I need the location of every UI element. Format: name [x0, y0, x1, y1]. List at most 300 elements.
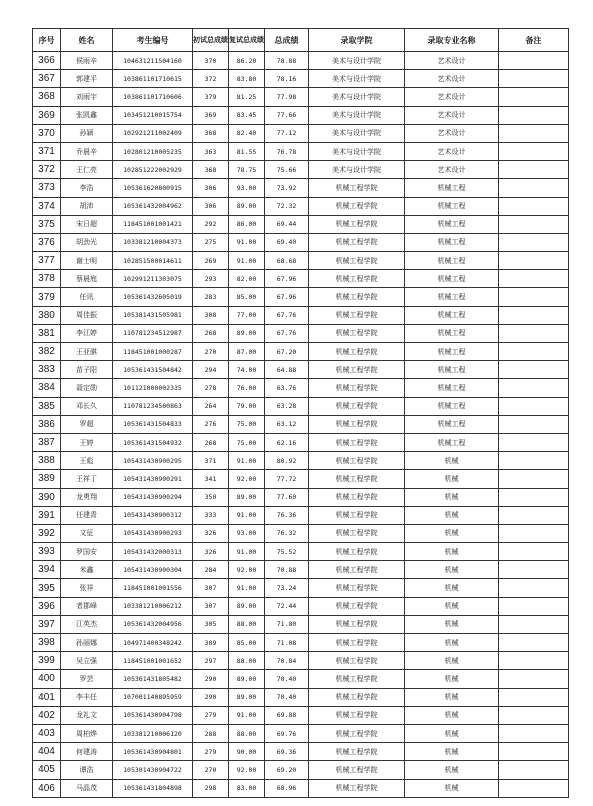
cell-college: 机械工程学院	[309, 597, 405, 615]
cell-initial-score: 307	[193, 579, 229, 597]
cell-remark	[499, 361, 569, 379]
cell-college: 机械工程学院	[309, 252, 405, 270]
cell-seq: 403	[33, 724, 61, 742]
cell-remark	[499, 343, 569, 361]
cell-exam-id: 105431430900312	[113, 506, 193, 524]
cell-seq: 400	[33, 670, 61, 688]
cell-name: 胡沛	[61, 197, 113, 215]
table-row	[33, 379, 569, 397]
cell-total-score: 73.92	[265, 179, 309, 197]
cell-exam-id: 118451001001556	[113, 579, 193, 597]
cell-exam-id: 110781234512987	[113, 324, 193, 342]
cell-initial-score: 326	[193, 543, 229, 561]
cell-name: 王彪	[61, 452, 113, 470]
cell-college: 机械工程学院	[309, 470, 405, 488]
header-seq: 序号	[33, 29, 61, 52]
cell-college: 机械工程学院	[309, 343, 405, 361]
cell-remark	[499, 652, 569, 670]
cell-name: 王仁亮	[61, 161, 113, 179]
cell-name: 李江婷	[61, 324, 113, 342]
cell-name: 孙丽娜	[61, 634, 113, 652]
cell-college: 机械工程学院	[309, 306, 405, 324]
cell-total-score: 67.96	[265, 288, 309, 306]
cell-seq: 404	[33, 743, 61, 761]
cell-initial-score: 269	[193, 252, 229, 270]
cell-seq: 392	[33, 524, 61, 542]
cell-seq: 370	[33, 124, 61, 142]
cell-name: 王亚骐	[61, 343, 113, 361]
cell-exam-id: 107001140895959	[113, 688, 193, 706]
table-row	[33, 506, 569, 524]
table-row	[33, 270, 569, 288]
cell-remark	[499, 215, 569, 233]
cell-initial-score: 297	[193, 652, 229, 670]
cell-college: 机械工程学院	[309, 779, 405, 797]
cell-seq: 406	[33, 779, 61, 797]
cell-initial-score: 264	[193, 397, 229, 415]
cell-name: 罗超	[61, 415, 113, 433]
cell-remark	[499, 743, 569, 761]
cell-remark	[499, 524, 569, 542]
cell-initial-score: 368	[193, 124, 229, 142]
table-row	[33, 670, 569, 688]
cell-college: 美术与设计学院	[309, 70, 405, 88]
cell-exam-id: 105361432605019	[113, 288, 193, 306]
cell-retest-score: 91.00	[229, 252, 265, 270]
cell-exam-id: 105361431504932	[113, 433, 193, 451]
cell-exam-id: 105431432000313	[113, 543, 193, 561]
table-row	[33, 361, 569, 379]
cell-exam-id: 103381210004373	[113, 233, 193, 251]
cell-seq: 369	[33, 106, 61, 124]
cell-name: 蔡晨庭	[61, 270, 113, 288]
cell-major: 机械工程	[405, 197, 499, 215]
table-row	[33, 543, 569, 561]
header-row	[33, 29, 569, 52]
cell-initial-score: 371	[193, 452, 229, 470]
cell-exam-id: 105361430904801	[113, 743, 193, 761]
cell-name: 张祥	[61, 579, 113, 597]
cell-name: 江英杰	[61, 615, 113, 633]
cell-college: 机械工程学院	[309, 288, 405, 306]
cell-remark	[499, 379, 569, 397]
cell-exam-id: 102801210005235	[113, 142, 193, 160]
cell-remark	[499, 397, 569, 415]
cell-total-score: 67.76	[265, 324, 309, 342]
cell-remark	[499, 706, 569, 724]
cell-retest-score: 82.40	[229, 124, 265, 142]
cell-total-score: 69.40	[265, 233, 309, 251]
cell-seq: 383	[33, 361, 61, 379]
cell-remark	[499, 779, 569, 797]
cell-remark	[499, 270, 569, 288]
table-row	[33, 52, 569, 70]
cell-retest-score: 81.55	[229, 142, 265, 160]
cell-major: 机械	[405, 652, 499, 670]
cell-college: 机械工程学院	[309, 543, 405, 561]
cell-exam-id: 103381210006120	[113, 724, 193, 742]
cell-total-score: 78.16	[265, 70, 309, 88]
cell-major: 机械	[405, 452, 499, 470]
cell-name: 龙礼文	[61, 706, 113, 724]
table-row	[33, 779, 569, 797]
table-row	[33, 706, 569, 724]
cell-seq: 381	[33, 324, 61, 342]
table-row	[33, 452, 569, 470]
cell-name: 任讯	[61, 288, 113, 306]
cell-initial-score: 275	[193, 233, 229, 251]
cell-major: 机械	[405, 579, 499, 597]
cell-initial-score: 268	[193, 433, 229, 451]
cell-remark	[499, 579, 569, 597]
cell-retest-score: 82.00	[229, 270, 265, 288]
cell-total-score: 76.32	[265, 524, 309, 542]
cell-retest-score: 78.75	[229, 161, 265, 179]
cell-remark	[499, 506, 569, 524]
cell-total-score: 63.76	[265, 379, 309, 397]
cell-initial-score: 279	[193, 706, 229, 724]
cell-college: 机械工程学院	[309, 561, 405, 579]
cell-college: 机械工程学院	[309, 634, 405, 652]
cell-college: 美术与设计学院	[309, 142, 405, 160]
table-row	[33, 579, 569, 597]
cell-major: 机械工程	[405, 233, 499, 251]
cell-seq: 389	[33, 470, 61, 488]
cell-exam-id: 103861101710615	[113, 70, 193, 88]
cell-retest-score: 88.00	[229, 652, 265, 670]
cell-total-score: 77.98	[265, 88, 309, 106]
cell-seq: 382	[33, 343, 61, 361]
cell-exam-id: 105431430900294	[113, 488, 193, 506]
table-row	[33, 524, 569, 542]
cell-major: 机械	[405, 506, 499, 524]
table-row	[33, 597, 569, 615]
table-row	[33, 488, 569, 506]
cell-seq: 390	[33, 488, 61, 506]
cell-exam-id: 105361431804898	[113, 779, 193, 797]
cell-initial-score: 276	[193, 415, 229, 433]
cell-total-score: 63.28	[265, 397, 309, 415]
cell-major: 机械	[405, 561, 499, 579]
cell-total-score: 62.16	[265, 433, 309, 451]
cell-total-score: 77.12	[265, 124, 309, 142]
cell-total-score: 75.66	[265, 161, 309, 179]
cell-name: 苗子阳	[61, 361, 113, 379]
cell-major: 机械	[405, 488, 499, 506]
cell-retest-score: 89.00	[229, 670, 265, 688]
cell-remark	[499, 488, 569, 506]
cell-name: 谭浩	[61, 761, 113, 779]
cell-initial-score: 290	[193, 670, 229, 688]
cell-retest-score: 92.00	[229, 761, 265, 779]
table-row	[33, 197, 569, 215]
cell-retest-score: 86.20	[229, 52, 265, 70]
cell-seq: 398	[33, 634, 61, 652]
cell-college: 美术与设计学院	[309, 106, 405, 124]
cell-seq: 366	[33, 52, 61, 70]
cell-total-score: 76.36	[265, 506, 309, 524]
cell-exam-id: 105301430904722	[113, 761, 193, 779]
cell-exam-id: 105361432004962	[113, 197, 193, 215]
cell-retest-score: 83.00	[229, 779, 265, 797]
cell-college: 机械工程学院	[309, 361, 405, 379]
cell-seq: 378	[33, 270, 61, 288]
cell-total-score: 76.78	[265, 142, 309, 160]
cell-seq: 374	[33, 197, 61, 215]
cell-college: 机械工程学院	[309, 415, 405, 433]
cell-remark	[499, 233, 569, 251]
cell-major: 艺术设计	[405, 161, 499, 179]
cell-initial-score: 305	[193, 615, 229, 633]
cell-college: 机械工程学院	[309, 652, 405, 670]
cell-exam-id: 103451210015754	[113, 106, 193, 124]
cell-college: 机械工程学院	[309, 706, 405, 724]
cell-total-score: 78.88	[265, 52, 309, 70]
cell-remark	[499, 124, 569, 142]
cell-major: 机械	[405, 779, 499, 797]
cell-exam-id: 102851500014611	[113, 252, 193, 270]
cell-major: 机械	[405, 743, 499, 761]
cell-name: 聂定勋	[61, 379, 113, 397]
cell-college: 机械工程学院	[309, 506, 405, 524]
table-row	[33, 288, 569, 306]
table-row	[33, 415, 569, 433]
cell-major: 机械工程	[405, 306, 499, 324]
cell-exam-id: 105431430900291	[113, 470, 193, 488]
cell-seq: 401	[33, 688, 61, 706]
cell-name: 吴立强	[61, 652, 113, 670]
cell-exam-id: 118451001000287	[113, 343, 193, 361]
cell-remark	[499, 724, 569, 742]
cell-college: 机械工程学院	[309, 397, 405, 415]
cell-seq: 368	[33, 88, 61, 106]
cell-retest-score: 76.00	[229, 379, 265, 397]
cell-major: 机械工程	[405, 288, 499, 306]
cell-retest-score: 86.00	[229, 215, 265, 233]
table-row	[33, 161, 569, 179]
cell-exam-id: 101121000002335	[113, 379, 193, 397]
header-retest-score: 复试总成绩	[229, 29, 265, 52]
cell-retest-score: 92.00	[229, 470, 265, 488]
cell-retest-score: 89.00	[229, 197, 265, 215]
cell-exam-id: 118451001001652	[113, 652, 193, 670]
cell-exam-id: 105431430900304	[113, 561, 193, 579]
header-major: 录取专业名称	[405, 29, 499, 52]
cell-total-score: 64.88	[265, 361, 309, 379]
cell-remark	[499, 161, 569, 179]
cell-college: 美术与设计学院	[309, 124, 405, 142]
cell-major: 机械	[405, 634, 499, 652]
header-name: 姓名	[61, 29, 113, 52]
cell-exam-id: 104631211504160	[113, 52, 193, 70]
cell-exam-id: 105361430904798	[113, 706, 193, 724]
cell-retest-score: 89.00	[229, 688, 265, 706]
cell-remark	[499, 288, 569, 306]
cell-remark	[499, 88, 569, 106]
cell-initial-score: 293	[193, 270, 229, 288]
cell-major: 艺术设计	[405, 52, 499, 70]
cell-name: 侯雨辛	[61, 52, 113, 70]
header-remark: 备注	[499, 29, 569, 52]
header-college: 录取学院	[309, 29, 405, 52]
cell-name: 罗芸	[61, 670, 113, 688]
cell-initial-score: 372	[193, 70, 229, 88]
cell-total-score: 71.80	[265, 615, 309, 633]
cell-college: 机械工程学院	[309, 615, 405, 633]
table-row	[33, 615, 569, 633]
cell-seq: 373	[33, 179, 61, 197]
cell-initial-score: 308	[193, 306, 229, 324]
cell-remark	[499, 306, 569, 324]
cell-exam-id: 105361431504833	[113, 415, 193, 433]
cell-retest-score: 81.25	[229, 88, 265, 106]
cell-major: 机械工程	[405, 397, 499, 415]
table-body	[33, 52, 569, 798]
cell-initial-score: 370	[193, 52, 229, 70]
cell-remark	[499, 252, 569, 270]
cell-initial-score: 307	[193, 597, 229, 615]
cell-retest-score: 74.00	[229, 361, 265, 379]
cell-seq: 380	[33, 306, 61, 324]
cell-name: 周柏烨	[61, 724, 113, 742]
cell-exam-id: 105361431805482	[113, 670, 193, 688]
cell-seq: 386	[33, 415, 61, 433]
cell-name: 文征	[61, 524, 113, 542]
cell-name: 龙勇翔	[61, 488, 113, 506]
cell-seq: 385	[33, 397, 61, 415]
cell-initial-score: 298	[193, 779, 229, 797]
cell-retest-score: 90.00	[229, 743, 265, 761]
cell-remark	[499, 597, 569, 615]
table-row	[33, 215, 569, 233]
table-row	[33, 142, 569, 160]
cell-name: 任建青	[61, 506, 113, 524]
cell-total-score: 77.60	[265, 488, 309, 506]
cell-remark	[499, 197, 569, 215]
cell-exam-id: 102851222002929	[113, 161, 193, 179]
cell-initial-score: 363	[193, 142, 229, 160]
cell-exam-id: 102921211002409	[113, 124, 193, 142]
cell-name: 马晶茂	[61, 779, 113, 797]
cell-seq: 367	[33, 70, 61, 88]
cell-retest-score: 91.00	[229, 506, 265, 524]
cell-exam-id: 105381431505981	[113, 306, 193, 324]
cell-name: 王婷	[61, 433, 113, 451]
cell-college: 机械工程学院	[309, 215, 405, 233]
cell-initial-score: 341	[193, 470, 229, 488]
cell-seq: 396	[33, 597, 61, 615]
cell-remark	[499, 615, 569, 633]
table-row	[33, 306, 569, 324]
cell-exam-id: 105361431504842	[113, 361, 193, 379]
cell-name: 刘雨宇	[61, 88, 113, 106]
cell-exam-id: 102991211303075	[113, 270, 193, 288]
cell-retest-score: 75.00	[229, 415, 265, 433]
cell-remark	[499, 470, 569, 488]
cell-remark	[499, 106, 569, 124]
cell-exam-id: 104971400348242	[113, 634, 193, 652]
cell-name: 李丰任	[61, 688, 113, 706]
cell-initial-score: 283	[193, 288, 229, 306]
cell-major: 机械工程	[405, 343, 499, 361]
cell-retest-score: 83.80	[229, 70, 265, 88]
cell-initial-score: 368	[193, 161, 229, 179]
cell-retest-score: 89.00	[229, 597, 265, 615]
cell-retest-score: 91.00	[229, 452, 265, 470]
table-row	[33, 688, 569, 706]
cell-total-score: 70.40	[265, 670, 309, 688]
cell-seq: 402	[33, 706, 61, 724]
cell-initial-score: 309	[193, 634, 229, 652]
cell-total-score: 70.88	[265, 561, 309, 579]
cell-major: 机械	[405, 524, 499, 542]
cell-college: 机械工程学院	[309, 488, 405, 506]
table-row	[33, 634, 569, 652]
cell-major: 艺术设计	[405, 142, 499, 160]
cell-retest-score: 83.45	[229, 106, 265, 124]
table-row	[33, 88, 569, 106]
cell-major: 机械工程	[405, 361, 499, 379]
cell-remark	[499, 452, 569, 470]
table-row	[33, 106, 569, 124]
cell-total-score: 67.96	[265, 270, 309, 288]
cell-total-score: 70.84	[265, 652, 309, 670]
cell-retest-score: 77.00	[229, 306, 265, 324]
cell-initial-score: 288	[193, 724, 229, 742]
cell-exam-id: 105361620800915	[113, 179, 193, 197]
table-row	[33, 397, 569, 415]
header-total-score: 总成绩	[265, 29, 309, 52]
cell-exam-id: 105361432004956	[113, 615, 193, 633]
cell-college: 机械工程学院	[309, 452, 405, 470]
cell-retest-score: 91.00	[229, 579, 265, 597]
cell-seq: 377	[33, 252, 61, 270]
cell-retest-score: 91.00	[229, 233, 265, 251]
table-row	[33, 343, 569, 361]
cell-college: 机械工程学院	[309, 324, 405, 342]
cell-name: 罗国安	[61, 543, 113, 561]
table-row	[33, 252, 569, 270]
cell-college: 美术与设计学院	[309, 161, 405, 179]
cell-college: 机械工程学院	[309, 724, 405, 742]
table-row	[33, 652, 569, 670]
cell-exam-id: 105431430900295	[113, 452, 193, 470]
cell-retest-score: 92.00	[229, 561, 265, 579]
table-row	[33, 743, 569, 761]
cell-major: 机械	[405, 724, 499, 742]
cell-initial-score: 369	[193, 106, 229, 124]
cell-remark	[499, 561, 569, 579]
cell-initial-score: 379	[193, 88, 229, 106]
cell-seq: 384	[33, 379, 61, 397]
cell-retest-score: 91.00	[229, 706, 265, 724]
cell-name: 谢士明	[61, 252, 113, 270]
cell-initial-score: 350	[193, 488, 229, 506]
cell-major: 机械工程	[405, 324, 499, 342]
cell-major: 艺术设计	[405, 88, 499, 106]
cell-exam-id: 118451001001421	[113, 215, 193, 233]
cell-initial-score: 290	[193, 688, 229, 706]
table-row	[33, 70, 569, 88]
cell-name: 张凯鑫	[61, 106, 113, 124]
cell-total-score: 77.72	[265, 470, 309, 488]
cell-major: 机械	[405, 670, 499, 688]
cell-seq: 391	[33, 506, 61, 524]
header-initial-score: 初试总成绩	[193, 29, 229, 52]
cell-retest-score: 88.00	[229, 615, 265, 633]
cell-initial-score: 306	[193, 197, 229, 215]
cell-total-score: 72.32	[265, 197, 309, 215]
